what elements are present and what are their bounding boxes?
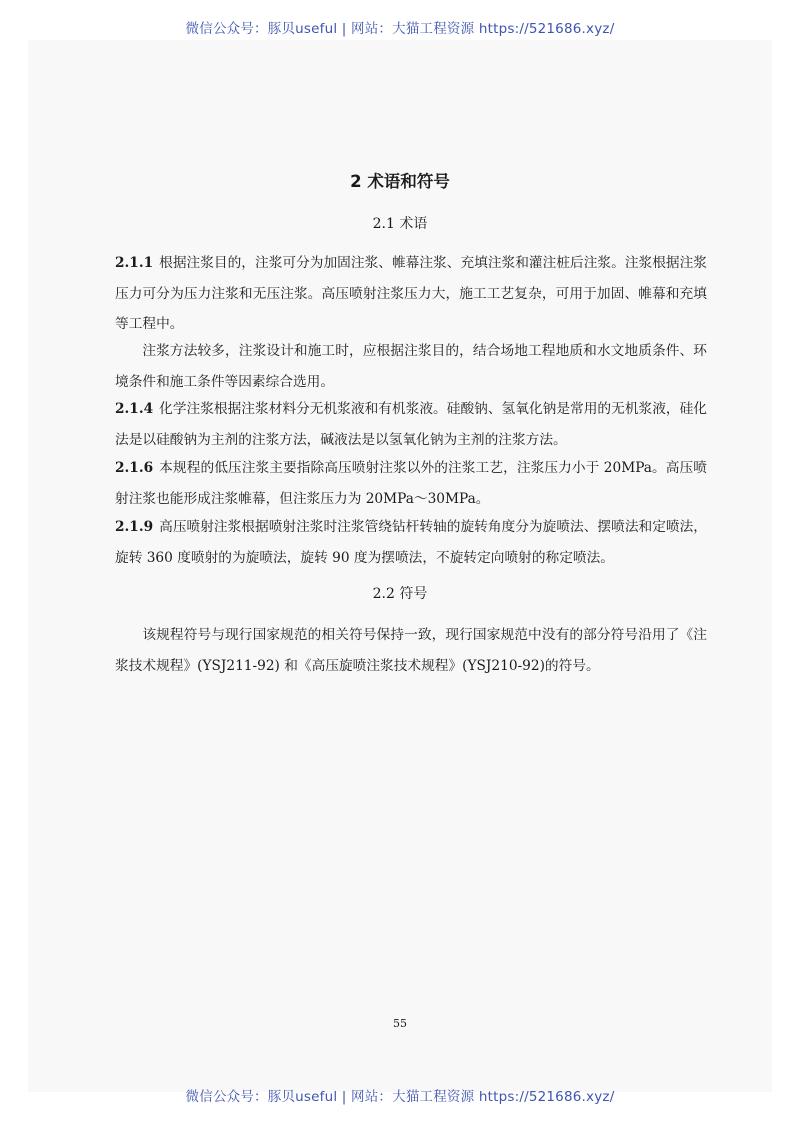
clause-number: 2.1.6 (115, 460, 154, 476)
clause-2-1-1 (115, 248, 707, 340)
section-title-symbols: 2.2 符号 (372, 586, 428, 602)
clause-number: 2.1.4 (115, 401, 154, 417)
section-title-terms: 2.1 术语 (372, 216, 428, 232)
paragraph-text: 该规程符号与现行国家规范的相关符号保持一致，现行国家规范中没有的部分符号沿用了《注浆技术规程》(YSJ211-92) 和《高压旋喷注浆技术规程》(YSJ210-92)的符号。 (115, 627, 707, 674)
watermark-top: 微信公众号：豚贝useful | 网站：大猫工程资源 https://521686.xyz/ (185, 21, 615, 37)
clause-2-1-6 (115, 453, 707, 514)
watermark-bottom: 微信公众号：豚贝useful | 网站：大猫工程资源 https://521686.xyz/ (185, 1089, 615, 1105)
clause-text: 高压喷射注浆根据喷射注浆时注浆管绕钻杆转轴的旋转角度分为旋喷法、摆喷法和定喷法，旋转 360 度喷射的为旋喷法，旋转 90 度为摆喷法，不旋转定向喷射的称定喷法。 (115, 519, 707, 566)
clause-text: 本规程的低压注浆主要指除高压喷射注浆以外的注浆工艺，注浆压力小于 20MPa。高压喷射注浆也能形成注浆帷幕，但注浆压力为 20MPa～30MPa。 (115, 460, 707, 507)
symbols-paragraph (115, 620, 707, 681)
clause-2-1-9 (115, 512, 707, 573)
clause-number: 2.1.9 (115, 519, 154, 535)
clause-2-1-1-continued (115, 336, 707, 397)
clause-2-1-4 (115, 394, 707, 455)
clause-number: 2.1.1 (115, 255, 154, 271)
clause-text: 根据注浆目的，注浆可分为加固注浆、帷幕注浆、充填注浆和灌注桩后注浆。注浆根据注浆压力可分为压力注浆和无压注浆。高压喷射注浆压力大，施工工艺复杂，可用于加固、帷幕和充填等工程中。 (115, 255, 707, 332)
clause-text: 注浆方法较多，注浆设计和施工时，应根据注浆目的，结合场地工程地质和水文地质条件、环境条件和施工条件等因素综合选用。 (115, 343, 707, 390)
page-number: 55 (393, 1017, 407, 1030)
clause-text: 化学注浆根据注浆材料分无机浆液和有机浆液。硅酸钠、氢氧化钠是常用的无机浆液，硅化法是以硅酸钠为主剂的注浆方法，碱液法是以氢氧化钠为主剂的注浆方法。 (115, 401, 707, 448)
chapter-title: 2 术语和符号 (350, 172, 450, 191)
